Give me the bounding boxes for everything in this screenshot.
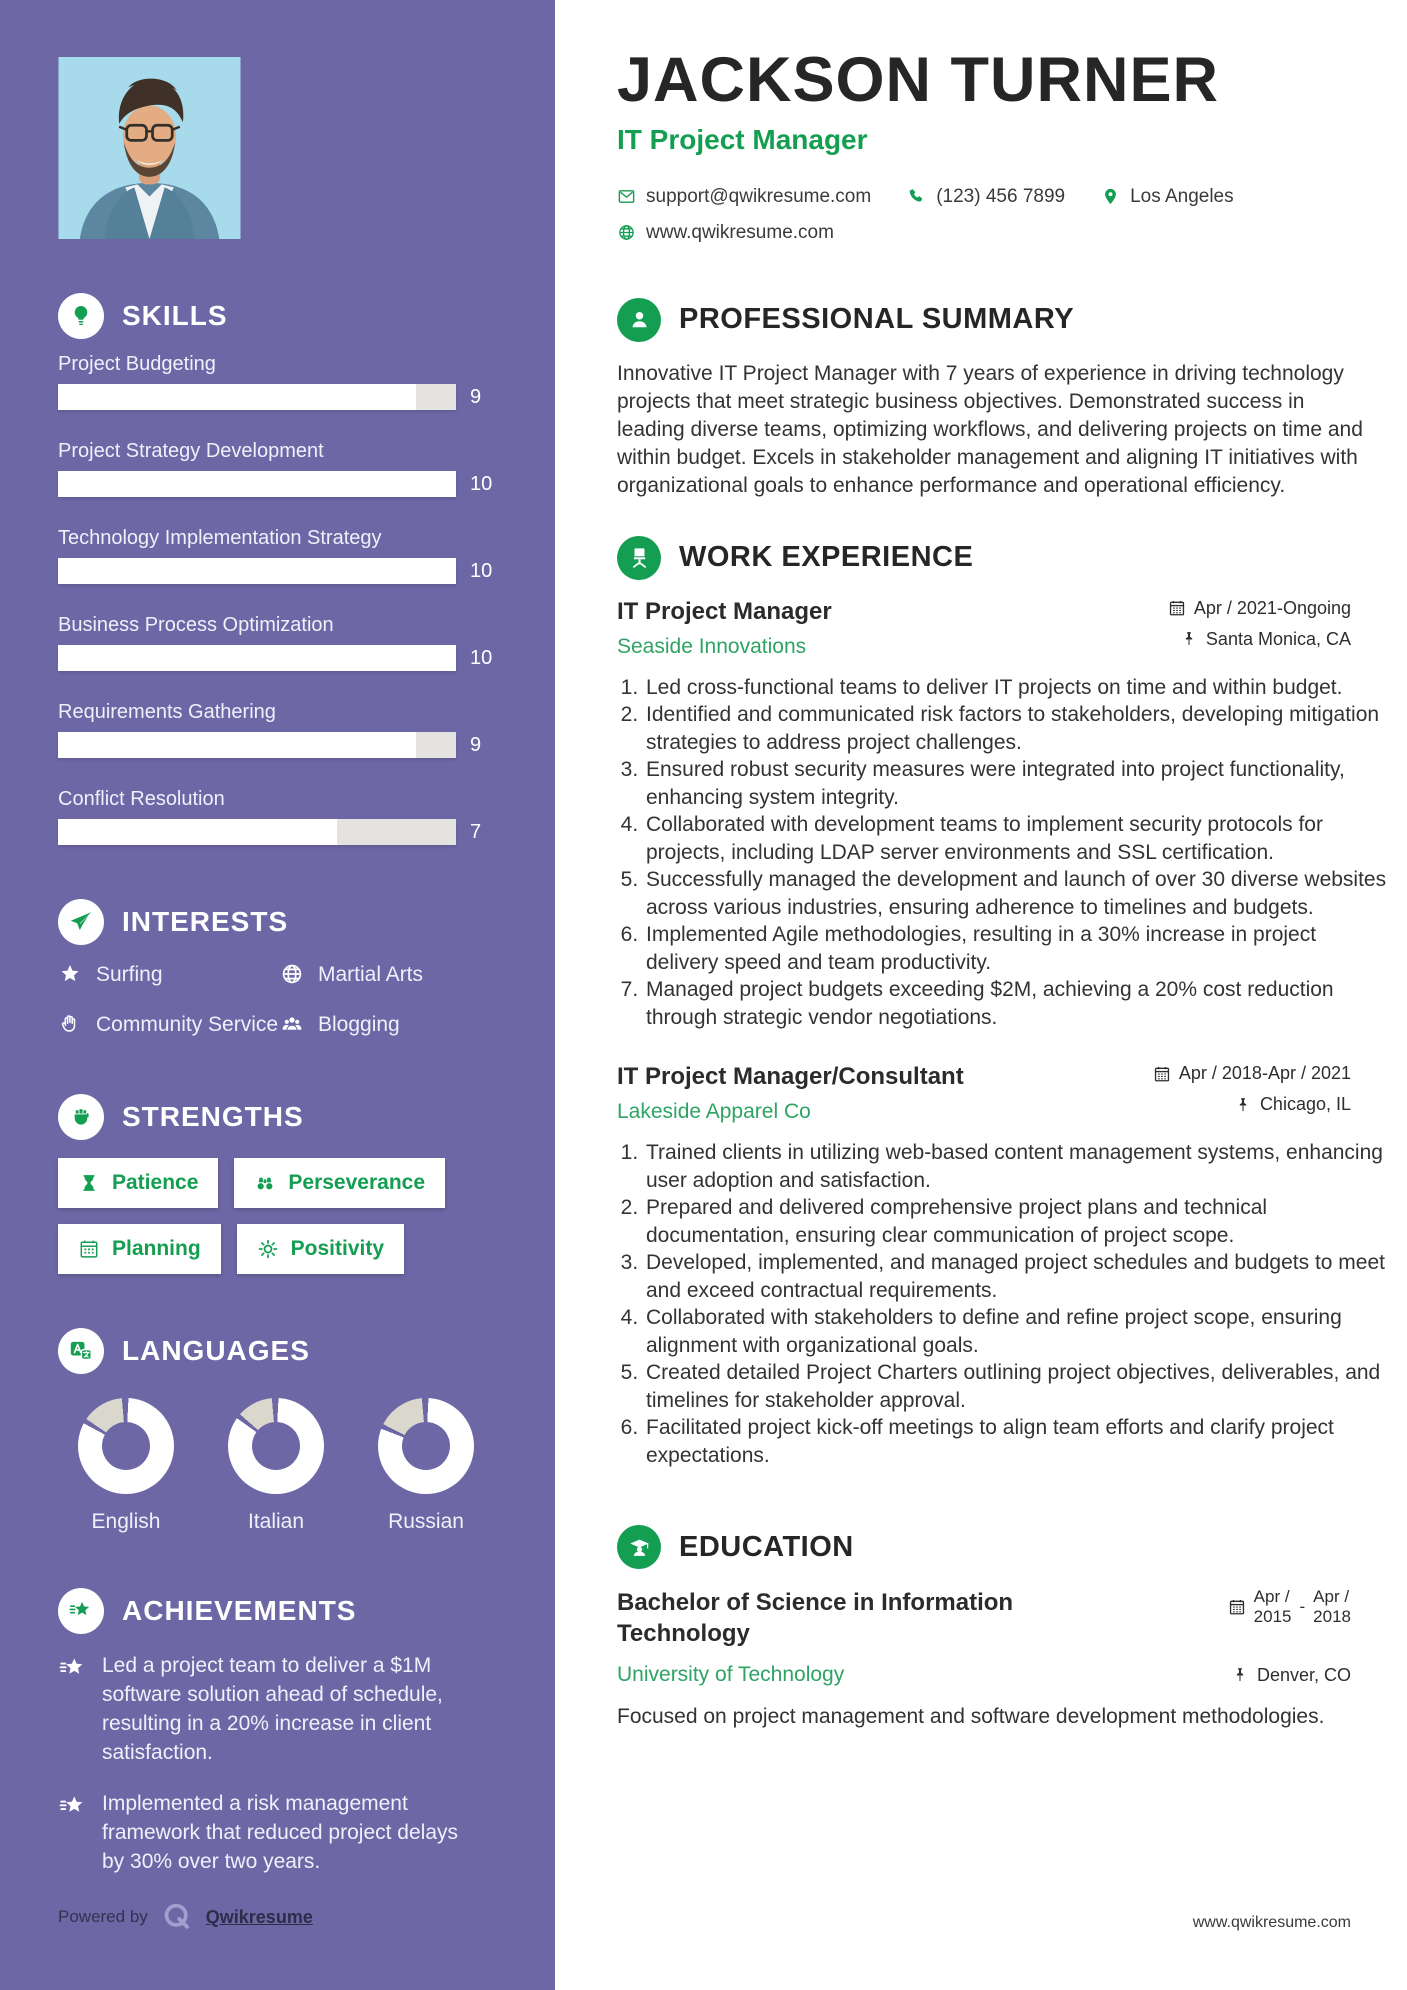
skill-value: 9 — [470, 385, 482, 408]
skill-name: Project Strategy Development — [58, 440, 324, 462]
calendar-dark-icon — [1228, 1598, 1246, 1616]
skill-bar-fill — [58, 732, 416, 758]
skill-bar-fill — [58, 819, 337, 845]
fist-icon — [58, 1094, 104, 1140]
job-bullet: 5. Created detailed Project Charters outlining project objectives, deliverables, and timelines for stakeholder approval. — [644, 1359, 1389, 1414]
person-icon — [617, 298, 661, 342]
sun-icon — [257, 1238, 279, 1260]
skill-item — [58, 527, 515, 584]
achievement-item — [58, 1652, 515, 1768]
profile-photo-illustration — [58, 57, 241, 239]
calendar-dark-icon — [1153, 1065, 1171, 1083]
experience-section — [617, 536, 1387, 1470]
education-location: Denver, CO — [1256, 1664, 1351, 1685]
language-donut-chart — [78, 1398, 174, 1494]
job-meta — [1153, 1063, 1351, 1125]
interest-item — [280, 961, 502, 989]
job-bullets — [617, 1139, 1389, 1469]
skill-value: 10 — [470, 646, 493, 669]
globe-icon — [280, 962, 304, 986]
job-bullet: 2. Prepared and delivered comprehensive project plans and technical documentation, ensuring clear communication of project scope. — [644, 1194, 1389, 1249]
job-bullet: 7. Managed project budgets exceeding $2M, achieving a 20% cost reduction through strategic vendor negotiations. — [644, 976, 1389, 1031]
languages-heading — [58, 1328, 515, 1374]
achievements-heading — [58, 1588, 515, 1634]
job-bullet: 6. Implemented Agile methodologies, resulting in a 30% increase in project delivery speed and team productivity. — [644, 921, 1389, 976]
q-logo-icon — [160, 1900, 194, 1934]
hourglass-icon — [78, 1172, 100, 1194]
interests-section — [58, 899, 515, 1040]
footer-website: www.qwikresume.com — [1192, 1914, 1351, 1931]
achievements-title: ACHIEVEMENTS — [122, 1594, 357, 1626]
contact-row-2 — [617, 222, 1351, 244]
job-bullet: 6. Facilitated project kick-off meetings to align team efforts and clarify project expectations. — [644, 1414, 1389, 1469]
envelope-icon — [617, 187, 636, 206]
graduate-icon — [617, 1525, 661, 1569]
calendar-icon — [78, 1238, 100, 1260]
interest-item — [58, 1011, 280, 1039]
skill-name: Business Process Optimization — [58, 614, 334, 636]
achievement-text: Led a project team to deliver a $1M software solution ahead of schedule, resulting in a 20% increase in client satisfaction. — [102, 1653, 443, 1764]
job-role: IT Project Manager — [617, 597, 832, 625]
globe-icon — [617, 223, 636, 242]
shooting-star-icon — [58, 1792, 88, 1822]
interest-item — [58, 961, 280, 989]
summary-section — [617, 298, 1363, 500]
paper-plane-icon — [58, 899, 104, 945]
strength-chip — [234, 1158, 445, 1208]
language-label: Russian — [388, 1509, 464, 1533]
pushpin-icon — [1231, 1666, 1249, 1684]
job-bullets — [617, 674, 1389, 1032]
interest-label: Blogging — [318, 1013, 400, 1037]
language-item — [224, 1398, 328, 1534]
languages-list — [58, 1398, 515, 1534]
language-item — [74, 1398, 178, 1534]
strength-label: Planning — [112, 1236, 201, 1260]
location-text: Los Angeles — [1130, 185, 1234, 207]
job-company: Lakeside Apparel Co — [617, 1100, 811, 1124]
job-dates: Apr / 2018-Apr / 2021 — [1178, 1063, 1351, 1084]
skill-value: 10 — [470, 472, 493, 495]
hand-icon — [58, 1012, 82, 1036]
brand-link[interactable]: Qwikresume — [205, 1906, 313, 1927]
donut-hole — [252, 1422, 300, 1470]
school-name: University of Technology — [617, 1663, 845, 1687]
shooting-star-icon — [58, 1654, 88, 1684]
experience-heading — [617, 536, 1351, 580]
skill-name: Conflict Resolution — [58, 788, 225, 810]
job-bullet: 2. Identified and communicated risk factors to stakeholders, developing mitigation strategies to address project challenges. — [644, 701, 1389, 756]
language-item — [374, 1398, 478, 1534]
education-section — [617, 1525, 1351, 1731]
summary-heading — [617, 298, 1351, 342]
skill-value: 7 — [470, 820, 482, 843]
achievement-item — [58, 1790, 515, 1877]
strengths-section — [58, 1094, 515, 1274]
pushpin-icon — [1234, 1096, 1252, 1114]
summary-text: Innovative IT Project Manager with 7 years of experience in driving technology projects that meet strategic business objectives. Demonstrated success in leading diverse teams, optimizing workflows, and delivering projects on time and within budget. Excels in stakeholder management and aligning IT initiatives with organizational goals to enhance performance and operational efficiency. — [617, 361, 1363, 497]
education-dates — [1228, 1587, 1351, 1626]
skill-item — [58, 440, 515, 497]
donut-hole — [402, 1422, 450, 1470]
skill-item — [58, 701, 515, 758]
job-bullet: 4. Collaborated with stakeholders to define and refine project scope, ensuring alignment with organizational goals. — [644, 1304, 1389, 1359]
languages-section — [58, 1328, 515, 1534]
education-title: EDUCATION — [679, 1530, 854, 1563]
achievements-list — [58, 1652, 515, 1877]
interest-label: Community Service — [96, 1013, 279, 1037]
interests-list — [58, 961, 515, 1040]
language-donut-chart — [378, 1398, 474, 1494]
interests-heading — [58, 899, 515, 945]
phone-text: (123) 456 7899 — [936, 185, 1066, 207]
education-heading — [617, 1525, 1351, 1569]
job-location: Chicago, IL — [1259, 1094, 1351, 1115]
candidate-title: IT Project Manager — [617, 123, 868, 155]
language-donut-chart — [228, 1398, 324, 1494]
skill-bar — [58, 384, 456, 410]
skill-bar — [58, 558, 456, 584]
strength-label: Positivity — [290, 1236, 385, 1260]
office-chair-icon — [617, 536, 661, 580]
job-bullet: 3. Ensured robust security measures were integrated into project functionality, enhancing system integrity. — [644, 756, 1389, 811]
binoculars-icon — [254, 1172, 276, 1194]
calendar-dark-icon — [1168, 599, 1186, 617]
skill-value: 9 — [470, 733, 482, 756]
experience-title: WORK EXPERIENCE — [679, 541, 974, 574]
date-start: Apr / 2015 — [1253, 1587, 1292, 1626]
job-bullet: 5. Successfully managed the development and launch of over 30 diverse websites across various industries, ensuring adherence to timelines and budgets. — [644, 866, 1389, 921]
contact-row-1 — [617, 186, 1351, 208]
language-label: Italian — [247, 1509, 305, 1533]
education-description: Focused on project management and software development methodologies. — [617, 1705, 1325, 1729]
interests-title: INTERESTS — [122, 906, 289, 937]
skills-list — [58, 353, 515, 845]
strength-label: Perseverance — [288, 1170, 426, 1194]
job-dates: Apr / 2021-Ongoing — [1193, 597, 1351, 618]
skill-bar-fill — [58, 384, 416, 410]
skill-item — [58, 353, 515, 410]
job-bullet: 3. Developed, implemented, and managed project schedules and budgets to meet and exceed contractual requirements. — [644, 1249, 1389, 1304]
job-role: IT Project Manager/Consultant — [617, 1063, 964, 1091]
strength-chip — [58, 1224, 221, 1274]
candidate-name: JACKSON TURNER — [617, 45, 1220, 115]
skill-bar — [58, 819, 456, 845]
job-entry — [617, 597, 1387, 1032]
job-bullet: 1. Led cross-functional teams to deliver IT projects on time and within budget. — [644, 674, 1389, 702]
skill-bar-fill — [58, 645, 456, 671]
powered-by — [58, 1900, 313, 1934]
interest-item — [280, 1011, 502, 1039]
job-bullet: 4. Collaborated with development teams to implement security protocols for projects, including LDAP server environments and SSL certification. — [644, 811, 1389, 866]
achievements-section — [58, 1588, 515, 1877]
strengths-list — [58, 1158, 528, 1274]
star-icon — [58, 962, 82, 986]
skill-name: Project Budgeting — [58, 353, 216, 375]
skill-bar — [58, 732, 456, 758]
strengths-heading — [58, 1094, 515, 1140]
phone-icon — [907, 187, 926, 206]
skills-section — [58, 293, 515, 845]
degree-name: Bachelor of Science in Information Technology — [617, 1589, 1014, 1648]
skills-title: SKILLS — [122, 300, 228, 331]
job-meta — [1168, 598, 1351, 660]
shooting-star-icon — [58, 1588, 104, 1634]
avatar — [58, 57, 241, 239]
skill-bar — [58, 471, 456, 497]
skill-name: Technology Implementation Strategy — [58, 527, 382, 549]
powered-by-label: Powered by — [58, 1907, 148, 1926]
sidebar — [0, 0, 555, 1990]
date-separator: - — [1299, 1596, 1306, 1616]
achievement-text: Implemented a risk management framework that reduced project delays by 30% over two years. — [102, 1791, 459, 1873]
date-end: Apr / 2018 — [1313, 1587, 1351, 1626]
interest-label: Surfing — [96, 963, 163, 986]
skill-item — [58, 788, 515, 845]
interest-label: Martial Arts — [318, 963, 424, 986]
skill-bar-fill — [58, 471, 456, 497]
strength-chip — [237, 1224, 404, 1274]
users-icon — [280, 1012, 304, 1036]
skill-name: Requirements Gathering — [58, 701, 276, 723]
main-content — [555, 0, 1407, 1990]
pin-icon — [1101, 187, 1120, 206]
strengths-title: STRENGTHS — [122, 1100, 304, 1132]
languages-title: LANGUAGES — [122, 1334, 310, 1366]
summary-title: PROFESSIONAL SUMMARY — [679, 303, 1075, 336]
skill-bar — [58, 645, 456, 671]
skills-heading — [58, 293, 515, 339]
job-location: Santa Monica, CA — [1205, 628, 1351, 649]
language-label: English — [91, 1509, 161, 1533]
translate-icon — [58, 1328, 104, 1374]
email-text: support@qwikresume.com — [646, 185, 872, 207]
skill-value: 10 — [470, 559, 493, 582]
job-company: Seaside Innovations — [617, 634, 807, 658]
lightbulb-icon — [58, 293, 104, 339]
website-text: www.qwikresume.com — [646, 221, 834, 243]
skill-item — [58, 614, 515, 671]
strength-chip — [58, 1158, 218, 1208]
job-entry — [617, 1063, 1385, 1469]
job-bullet: 1. Trained clients in utilizing web-based content management systems, enhancing user adoption and satisfaction. — [644, 1139, 1389, 1194]
skill-bar-fill — [58, 558, 456, 584]
strength-label: Patience — [112, 1170, 199, 1194]
donut-hole — [102, 1422, 150, 1470]
pushpin-icon — [1180, 630, 1198, 648]
